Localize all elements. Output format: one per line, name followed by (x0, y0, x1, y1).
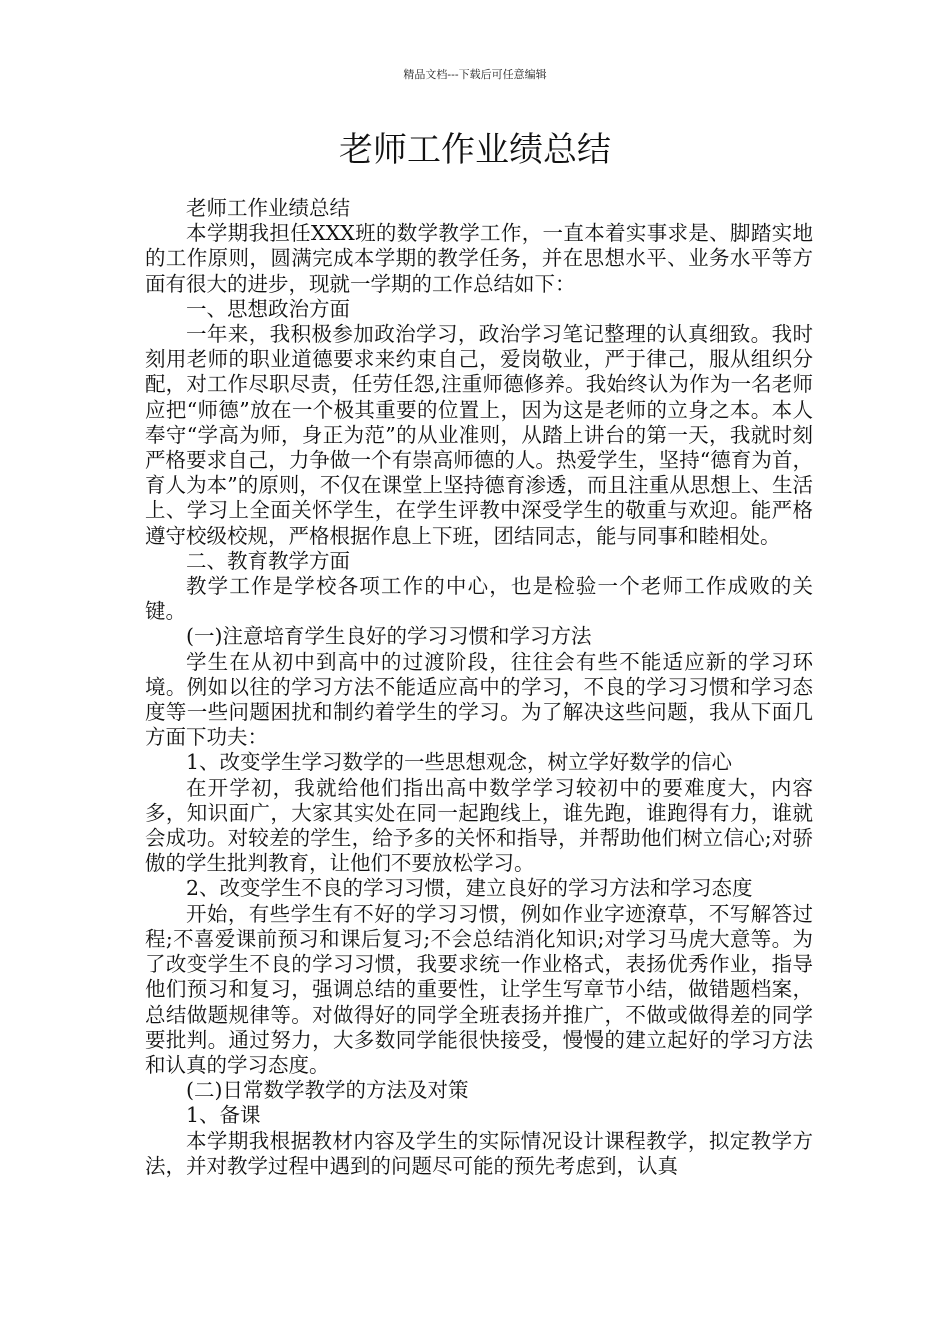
body-paragraph: 本学期我担任XXX班的数学教学工作，一直本着实事求是、脚踏实地的工作原则，圆满完成本学期的教学任务，并在思想水平、业务水平等方面有很大的进步，现就一学期的工作总结如下： (145, 221, 813, 296)
body-paragraph: 一年来，我积极参加政治学习，政治学习笔记整理的认真细致。我时刻用老师的职业道德要求来约束自己，爱岗敬业，严于律己，服从组织分配，对工作尽职尽责，任劳任怨,注重师德修养。我始终认为作为一名老师应把“师德”放在一个极其重要的位置上，因为这是老师的立身之本。本人奉守“学高为师，身正为范”的从业准则，从踏上讲台的第一天，我就时刻严格要求自己，力争做一个有崇高师德的人。热爱学生，坚持“德育为首，育人为本”的原则，不仅在课堂上坚持德育渗透，而且注重从思想上、生活上、学习上全面关怀学生，在学生评教中深受学生的敬重与欢迎。能严格遵守校级校规，严格根据作息上下班，团结同志，能与同事和睦相处。 (145, 322, 813, 548)
item-heading: 2、改变学生不良的学习习惯，建立良好的学习方法和学习态度 (186, 876, 753, 901)
body-paragraph: 本学期我根据教材内容及学生的实际情况设计课程教学，拟定教学方法，并对教学过程中遇到的问题尽可能的预先考虑到，认真 (145, 1128, 813, 1178)
body-paragraph: 学生在从初中到高中的过渡阶段，往往会有些不能适应新的学习环境。例如以往的学习方法不能适应高中的学习，不良的学习习惯和学习态度等一些问题困扰和制约着学生的学习。为了解决这些问题，我从下面几方面下功夫： (145, 649, 813, 750)
section-heading: 二、教育教学方面 (186, 548, 350, 573)
item-heading: 1、备课 (186, 1103, 261, 1128)
body-paragraph: 在开学初，我就给他们指出高中数学学习较初中的要难度大，内容多，知识面广，大家其实处在同一起跑线上，谁先跑，谁跑得有力，谁就会成功。对较差的学生，给予多的关怀和指导，并帮助他们树立信心;对骄傲的学生批判教育，让他们不要放松学习。 (145, 775, 813, 876)
header-note: 精品文档---下载后可任意编辑 (403, 68, 547, 81)
section-heading: 一、思想政治方面 (186, 296, 350, 321)
body-paragraph: 教学工作是学校各项工作的中心，也是检验一个老师工作成败的关键。 (145, 574, 813, 624)
body-paragraph: 老师工作业绩总结 (186, 196, 350, 220)
subsection-heading: (一)注意培育学生良好的学习习惯和学习方法 (186, 624, 592, 649)
body-paragraph: 开始，有些学生有不好的学习习惯，例如作业字迹潦草，不写解答过程;不喜爱课前预习和课后复习;不会总结消化知识;对学习马虎大意等。为了改变学生不良的学习习惯，我要求统一作业格式，表扬优秀作业，指导他们预习和复习，强调总结的重要性，让学生写章节小结，做错题档案，总结做题规律等。对做得好的同学全班表扬并推广，不做或做得差的同学要批判。通过努力，大多数同学能很快接受，慢慢的建立起好的学习方法和认真的学习态度。 (145, 901, 813, 1077)
document-body (145, 196, 813, 1179)
document-title: 老师工作业绩总结 (339, 130, 611, 170)
subsection-heading: (二)日常数学教学的方法及对策 (186, 1078, 469, 1103)
item-heading: 1、改变学生学习数学的一些思想观念，树立学好数学的信心 (186, 750, 733, 775)
